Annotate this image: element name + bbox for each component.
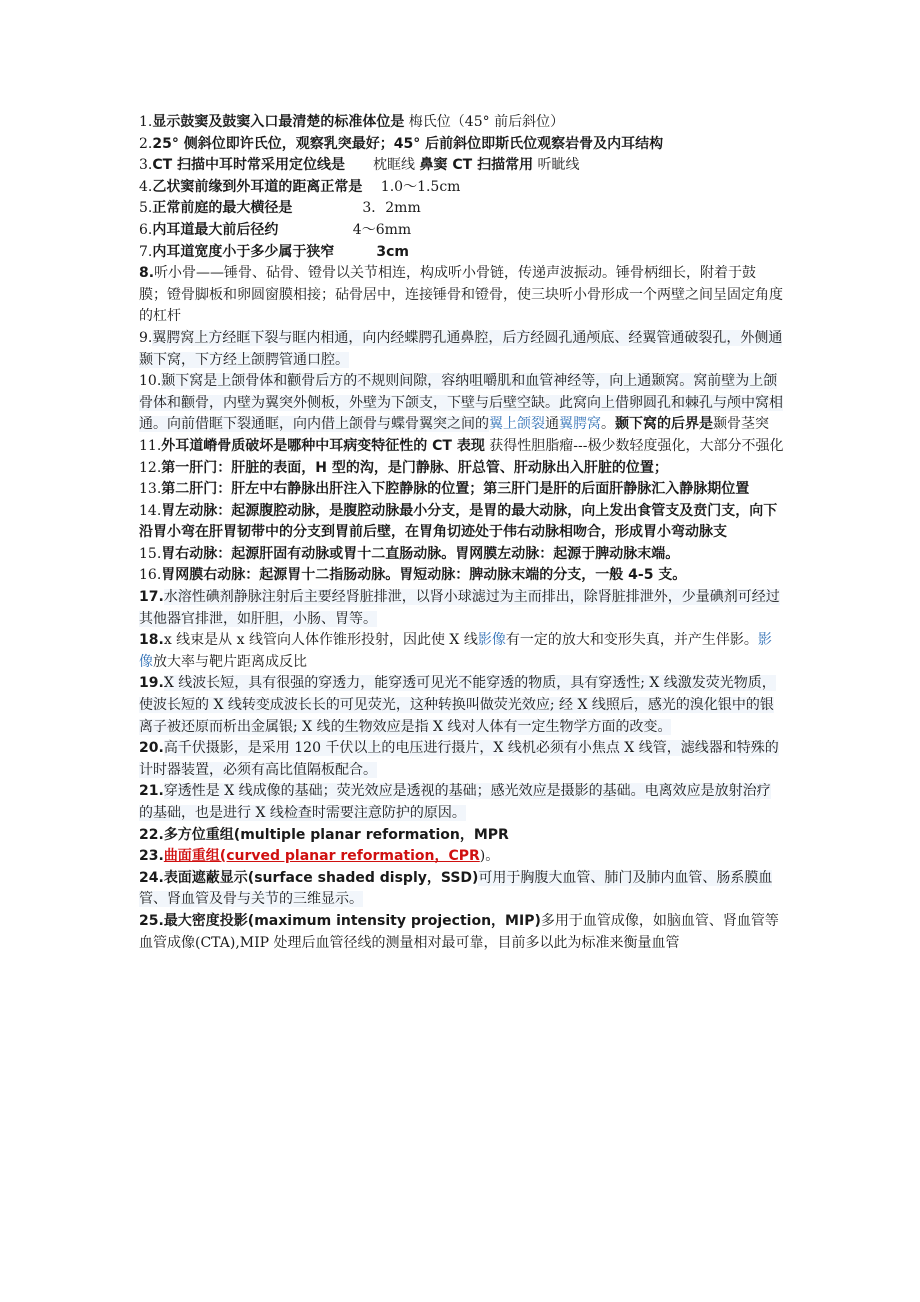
list-item bbox=[139, 544, 784, 566]
item-text: 翼腭窝上方经眶下裂与眶内相通，向内经蝶腭孔通鼻腔，后方经圆孔通颅底、经翼管通破裂孔，外侧通颞下窝，下方经上颌腭管通口腔。 bbox=[139, 329, 783, 368]
item-text: 1.0～1.5cm bbox=[362, 178, 461, 195]
item-text[interactable]: 影像 bbox=[477, 632, 506, 649]
item-number: 25. bbox=[139, 912, 164, 929]
list-item bbox=[139, 458, 784, 480]
item-text[interactable]: 翼上颌裂 bbox=[489, 416, 545, 433]
item-number: 22. bbox=[139, 826, 164, 843]
item-text: 内耳道宽度小于多少属于狭窄 bbox=[152, 243, 335, 260]
list-item bbox=[139, 587, 784, 630]
item-text: 鼻窦 CT 扫描常用 bbox=[419, 157, 534, 174]
item-text: 多方位重组(multiple planar reformation，MPR bbox=[163, 826, 509, 843]
item-text: CT 扫描中耳时常采用定位线是 bbox=[152, 157, 346, 174]
list-item bbox=[139, 198, 784, 220]
item-number: 19. bbox=[139, 675, 164, 692]
item-text: 。 bbox=[601, 416, 615, 433]
item-number: 15. bbox=[139, 545, 162, 562]
list-item bbox=[139, 673, 784, 738]
item-number: 13. bbox=[139, 481, 162, 498]
item-number: 4. bbox=[139, 178, 153, 195]
list-item bbox=[139, 781, 784, 824]
item-text: 4～6mm bbox=[278, 221, 412, 238]
item-text: 放大率与靶片距离成反比 bbox=[153, 653, 307, 670]
item-number: 9. bbox=[139, 329, 153, 346]
item-text: 枕眶线 bbox=[345, 157, 420, 174]
item-text: 多用于血管成像，如脑血管、肾血管等血管成像(CTA),MIP 处理后血管径线的测量相对最可靠，目前多以此为标准来衡量血管 bbox=[139, 912, 779, 951]
item-text: 3cm bbox=[334, 243, 409, 260]
item-text: 外耳道嵴骨质破坏是哪种中耳病变特征性的 CT 表现 bbox=[161, 437, 485, 454]
item-text: 胃网膜右动脉：起源胃十二指肠动脉。胃短动脉：脾动脉末端的分支，一般 4-5 支。 bbox=[161, 567, 687, 584]
item-text: x 线束是从 x 线管向人体作锥形投射，因此使 X 线 bbox=[163, 632, 478, 649]
item-text: 水溶性碘剂静脉注射后主要经肾脏排泄，以肾小球滤过为主而排出，除肾脏排泄外，少量碘剂可经过其他器官排泄，如肝胆，小肠、胃等。 bbox=[139, 589, 780, 627]
item-text: 有一定的放大和变形失真，并产生伴影。 bbox=[505, 632, 758, 649]
item-text: 25° 侧斜位即许氏位，观察乳突最好；45° 后前斜位即斯氏位观察岩骨及内耳结构 bbox=[152, 135, 664, 152]
list-item bbox=[139, 911, 784, 954]
item-text: 胃右动脉：起源肝固有动脉或胃十二直肠动脉。胃网膜左动脉：起源于脾动脉末端。 bbox=[161, 545, 680, 562]
item-text: 通 bbox=[545, 416, 559, 433]
list-item bbox=[139, 436, 784, 458]
item-text: 表面遮蔽显示(surface shaded disply，SSD) bbox=[163, 869, 479, 886]
item-number: 8. bbox=[139, 265, 155, 282]
item-number: 2. bbox=[139, 135, 153, 152]
item-text: 穿透性是 X 线成像的基础；荧光效应是透视的基础；感光效应是摄影的基础。电离效应是放射治疗的基础，也是进行 X 线检查时需要注意防护的原因。 bbox=[139, 783, 771, 821]
item-text: 显示鼓窦及鼓窦入口最清楚的标准体位是 bbox=[152, 114, 405, 130]
item-text: 颞骨茎突 bbox=[713, 416, 769, 433]
item-number: 24. bbox=[139, 869, 164, 886]
item-text: 乙状窦前缘到外耳道的距离正常是 bbox=[152, 178, 363, 195]
item-number: 23. bbox=[139, 848, 164, 865]
item-text: 3．2mm bbox=[292, 200, 421, 217]
item-number: 18. bbox=[139, 632, 164, 649]
item-number: 11. bbox=[139, 437, 162, 454]
item-number: 10. bbox=[139, 373, 162, 390]
list-item bbox=[139, 868, 784, 911]
list-item bbox=[139, 738, 784, 781]
item-text: 曲面重组(curved planar reformation，CPR bbox=[163, 848, 480, 865]
list-item bbox=[139, 501, 784, 544]
item-text: 内耳道最大前后径约 bbox=[152, 221, 279, 238]
item-number: 20. bbox=[139, 740, 164, 757]
list-item bbox=[139, 177, 784, 199]
item-number: 5. bbox=[139, 200, 153, 217]
item-text: 高千伏摄影，是采用 120 千伏以上的电压进行摄片，X 线机必须有小焦点 X 线管，滤线器和特殊的计时器装置，必须有高比值隔板配合。 bbox=[139, 740, 779, 778]
item-text: 第二肝门：肝左中右静脉出肝注入下腔静脉的位置；第三肝门是肝的后面肝静脉汇入静脉期位置 bbox=[161, 481, 750, 498]
list-item bbox=[139, 846, 784, 868]
list-item bbox=[139, 825, 784, 847]
list-item bbox=[139, 242, 784, 264]
item-text: 颞下窝的后界是 bbox=[615, 416, 713, 433]
item-number: 1. bbox=[139, 114, 153, 130]
item-number: 6. bbox=[139, 221, 153, 238]
item-number: 7. bbox=[139, 243, 153, 260]
item-text: 听小骨——锤骨、砧骨、镫骨以关节相连，构成听小骨链，传递声波振动。锤骨柄细长，附着于鼓膜；镫骨脚板和卵圆窗膜相接；砧骨居中，连接锤骨和镫骨，使三块听小骨形成一个两壁之间呈固定角度的杠杆 bbox=[139, 265, 783, 325]
item-text: 正常前庭的最大横径是 bbox=[152, 200, 293, 217]
item-text: X 线波长短，具有很强的穿透力，能穿透可见光不能穿透的物质，具有穿透性; X 线激发荧光物质，使波长短的 X 线转变成波长长的可见荧光，这种转换叫做荧光效应; 经 X 线照后，感光的溴化银中的银离子被还原而析出金属银; X 线的生物效应是指 X 线对人体有一定生物学方面的改变。 bbox=[139, 675, 776, 735]
item-text: 梅氏位（45° 前后斜位） bbox=[404, 114, 565, 130]
item-text: 颞下窝是上颌骨体和颧骨后方的不规则间隙，容纳咀嚼肌和血管神经等，向上通颞窝。窝前壁为上颌骨体和颧骨，内壁为翼突外侧板，外壁为下颌支，下壁与后壁空缺。此窝向上借卵圆孔和棘孔与颅中窝相通。向前借眶下裂通眶，向内借上颌骨与蝶骨翼突之间的 bbox=[139, 373, 783, 433]
item-text: 可用于胸腹大血管、肺门及肺内血管、肠系膜血管、肾血管及骨与关节的三维显示。 bbox=[139, 869, 773, 908]
list-item bbox=[139, 134, 784, 156]
list-item bbox=[139, 112, 784, 134]
item-text: 听眦线 bbox=[533, 157, 580, 174]
item-number: 16. bbox=[139, 567, 162, 584]
list-item bbox=[139, 155, 784, 177]
item-number: 17. bbox=[139, 589, 164, 606]
list-item bbox=[139, 263, 784, 328]
list-item bbox=[139, 565, 784, 587]
item-text: 胃左动脉：起源腹腔动脉，是腹腔动脉最小分支，是胃的最大动脉，向上发出食管支及贲门支，向下沿胃小弯在肝胃韧带中的分支到胃前后壁，在胃角切迹处于伟右动脉相吻合，形成胃小弯动脉支 bbox=[139, 502, 778, 541]
document-body bbox=[139, 112, 784, 954]
item-number: 21. bbox=[139, 783, 164, 800]
list-item bbox=[139, 220, 784, 242]
list-item bbox=[139, 479, 784, 501]
item-number: 12. bbox=[139, 459, 162, 476]
item-text: 最大密度投影(maximum intensity projection，MIP) bbox=[163, 912, 541, 929]
list-item bbox=[139, 328, 784, 371]
item-number: 3. bbox=[139, 157, 153, 174]
item-number: 14. bbox=[139, 502, 162, 519]
list-item bbox=[139, 630, 784, 673]
item-text[interactable]: 影像 bbox=[139, 632, 772, 670]
item-text: 第一肝门：肝脏的表面，H 型的沟，是门静脉、肝总管、肝动脉出入肝脏的位置； bbox=[161, 459, 668, 476]
list-item bbox=[139, 371, 784, 436]
item-text: 获得性胆脂瘤---极少数轻度强化，大部分不强化 bbox=[484, 437, 784, 454]
item-text[interactable]: 翼腭窝 bbox=[559, 416, 601, 433]
item-text: )。 bbox=[479, 848, 500, 865]
